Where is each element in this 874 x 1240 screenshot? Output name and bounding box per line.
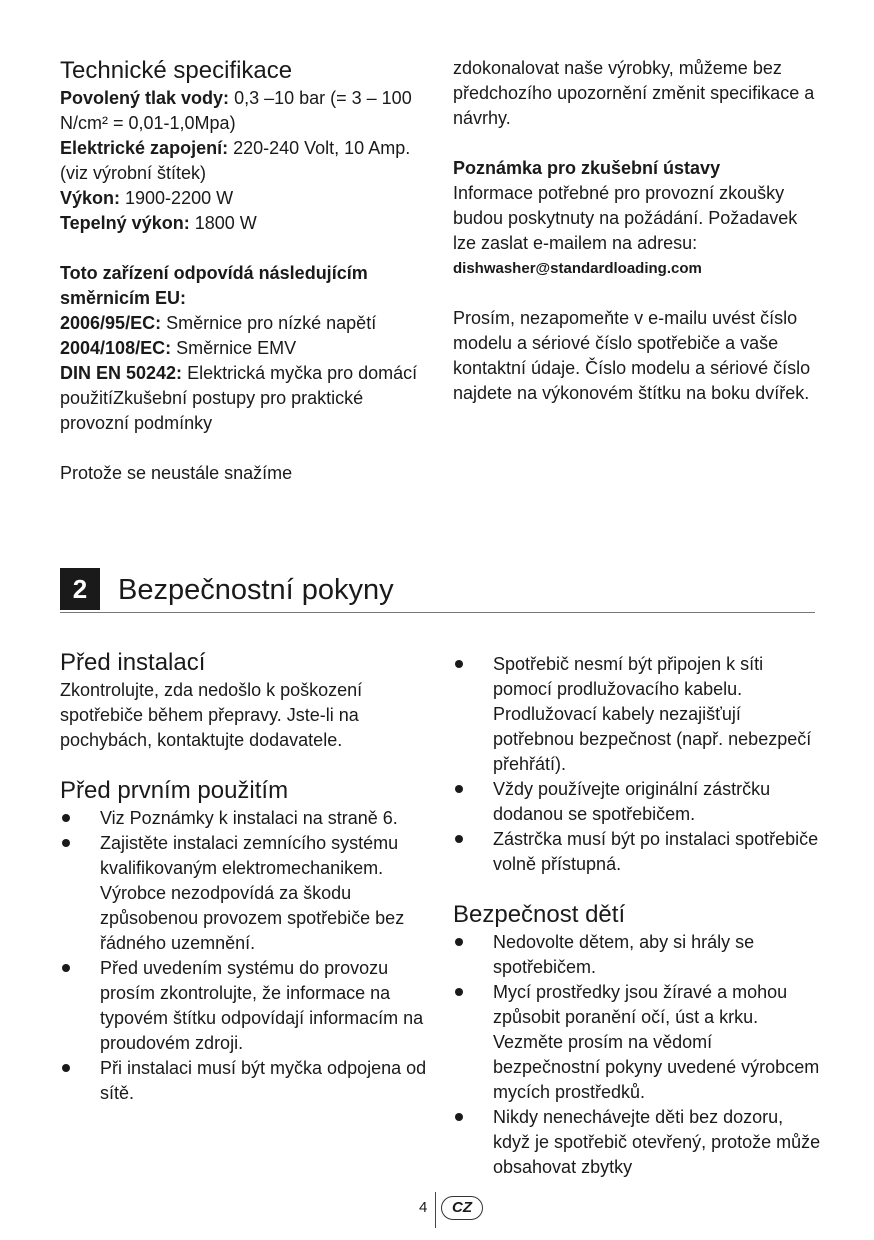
note-text: Informace potřebné pro provozní zkoušky budou poskytnuty na požádání. Požadavek lze zaslat e-mailem na adresu: (453, 183, 798, 253)
spec-heating-power: Tepelný výkon: 1800 W (60, 213, 257, 233)
list-item: Spotřebič nesmí být připojen k síti pomocí prodlužovacího kabelu. Prodlužovací kabely nezajišťují potřebnou bezpečnost (např. nebezpečí přehřátí). (453, 652, 823, 777)
section-number: 2 (60, 568, 100, 610)
footer-divider (435, 1192, 436, 1228)
directive-low-voltage: 2006/95/EC: Směrnice pro nízké napětí (60, 313, 377, 333)
list-item: Mycí prostředky jsou žíravé a mohou způsobit poranění očí, úst a krku. Vezměte prosím na vědomí bezpečnostní pokyny uvedené výrobcem mycích prostředků. (453, 980, 823, 1105)
list-item: Zajistěte instalaci zemnícího systému kvalifikovaným elektromechanikem. Výrobce nezodpovídá za škodu způsobenou provozem spotřebiče bez řádného uzemnění. (60, 831, 430, 956)
directive-emc: 2004/108/EC: Směrnice EMV (60, 338, 297, 358)
notes-column (453, 56, 823, 406)
note-heading: Poznámka pro zkušební ústavy (453, 158, 721, 178)
first-use-heading: Před prvním použitím (60, 777, 289, 804)
connection-list (453, 652, 823, 877)
directives-heading: Toto zařízení odpovídá následujícím směrnicím EU: (60, 263, 368, 308)
child-safety-heading: Bezpečnost dětí (453, 901, 626, 928)
improvement-text-end: zdokonalovat naše výrobky, můžeme bez předchozího upozornění změnit specifikace a návrhy. (453, 58, 815, 128)
child-safety-list (453, 930, 823, 1180)
safety-column (453, 652, 823, 1180)
list-item: Viz Poznámky k instalaci na straně 6. (60, 806, 430, 831)
section-title: Bezpečnostní pokyny (118, 574, 394, 606)
spec-power: Výkon: 1900-2200 W (60, 188, 234, 208)
contact-email: dishwasher@standardloading.com (453, 260, 702, 277)
list-item: Nikdy nenechávejte děti bez dozoru, když je spotřebič otevřený, protože může obsahovat zbytky (453, 1105, 823, 1180)
list-item: Zástrčka musí být po instalaci spotřebiče volně přístupná. (453, 827, 823, 877)
list-item: Vždy používejte originální zástrčku dodanou se spotřebičem. (453, 777, 823, 827)
first-use-list (60, 806, 430, 1106)
spec-water-pressure: Povolený tlak vody: 0,3 –10 bar (= 3 – 100 N/cm² = 0,01-1,0Mpa) (60, 88, 412, 133)
list-item: Před uvedením systému do provozu prosím zkontrolujte, že informace na typovém štítku odpovídají informacím na proudovém zdroji. (60, 956, 430, 1056)
reminder-text: Prosím, nezapomeňte v e-mailu uvést číslo modelu a sériové číslo spotřebiče a vaše kontaktní údaje. Číslo modelu a sériové číslo najdete na výkonovém štítku na boku dvířek. (453, 308, 811, 403)
page-number: 4 (419, 1199, 428, 1216)
improvement-text-start: Protože se neustále snažíme (60, 463, 293, 483)
list-item: Při instalaci musí být myčka odpojena od sítě. (60, 1056, 430, 1106)
list-item: Nedovolte dětem, aby si hrály se spotřebičem. (453, 930, 823, 980)
spec-electrical: Elektrické zapojení: 220-240 Volt, 10 Amp. (viz výrobní štítek) (60, 138, 411, 183)
section-header (60, 568, 815, 613)
install-column (60, 648, 430, 1106)
directive-din: DIN EN 50242: Elektrická myčka pro domácí použitíZkušební postupy pro praktické provozní podmínky (60, 363, 418, 433)
specs-heading: Technické specifikace (60, 57, 293, 84)
before-install-heading: Před instalací (60, 649, 206, 676)
specs-column (60, 56, 430, 486)
language-badge: CZ (441, 1196, 483, 1220)
before-install-text: Zkontrolujte, zda nedošlo k poškození spotřebiče během přepravy. Jste-li na pochybách, kontaktujte dodavatele. (60, 680, 363, 750)
